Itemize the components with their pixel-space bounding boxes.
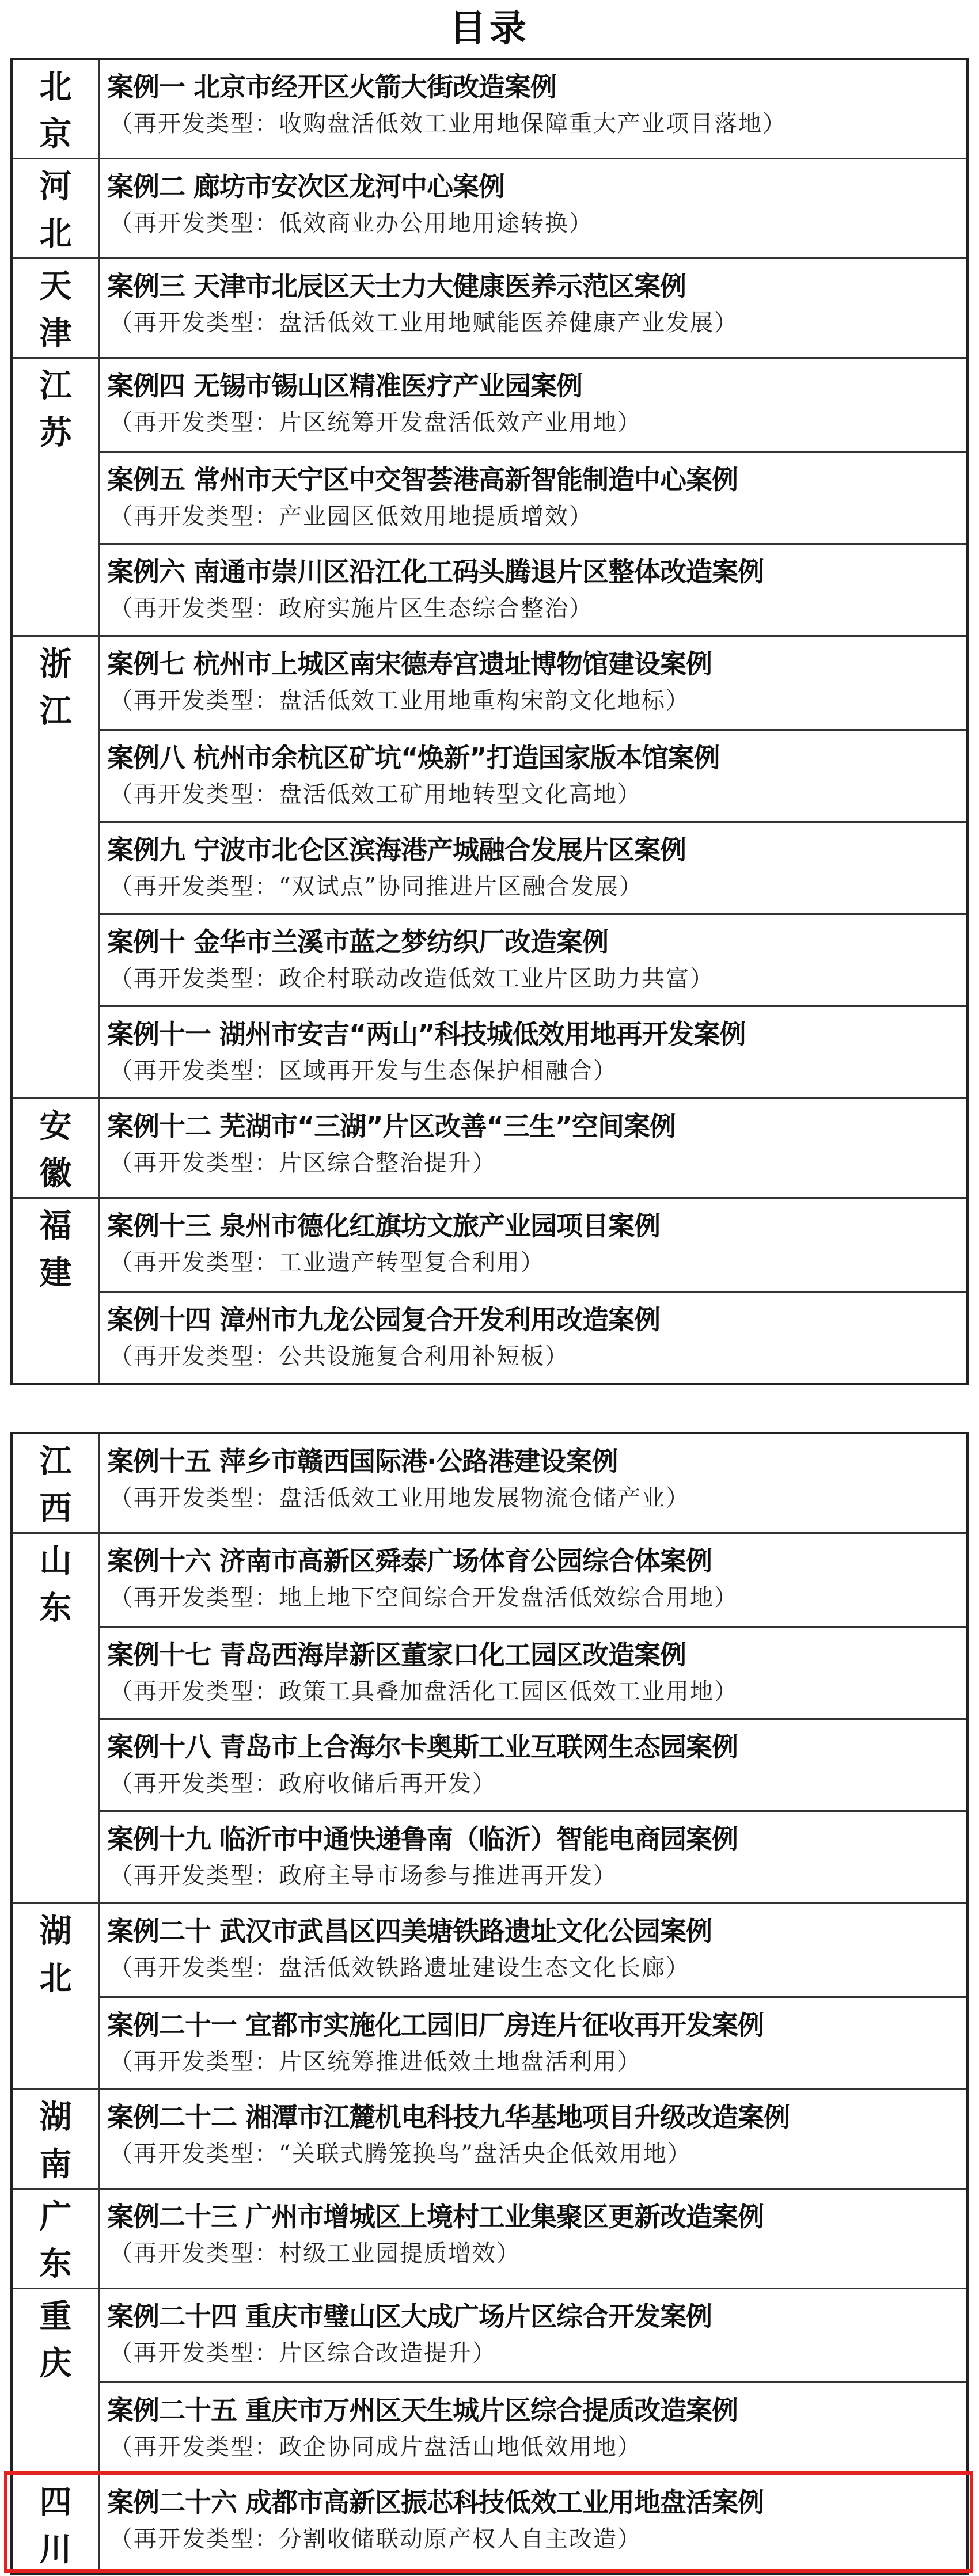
province-char: 徽 xyxy=(39,1154,72,1192)
province-char: 江 xyxy=(39,1442,72,1480)
province-char: 津 xyxy=(39,314,72,352)
case-title[interactable]: 案例十三 泉州市德化红旗坊文旅产业园项目案例 xyxy=(107,1210,661,1241)
case-list xyxy=(100,1199,966,1383)
case-row[interactable] xyxy=(100,60,966,152)
province-cell xyxy=(13,2190,100,2288)
case-title[interactable]: 案例二 廊坊市安次区龙河中心案例 xyxy=(107,171,505,202)
province-group xyxy=(13,1532,966,1902)
case-subtitle: （再开发类型：政府主导市场参与推进再开发） xyxy=(109,1863,617,1889)
case-title[interactable]: 案例十九 临沂市中通快递鲁南（临沂）智能电商园案例 xyxy=(107,1823,738,1855)
catalog-table-part-2 xyxy=(10,1432,969,2575)
province-cell xyxy=(13,637,100,1097)
province-char: 北 xyxy=(39,68,72,106)
case-list xyxy=(100,1434,966,1532)
case-subtitle: （再开发类型：盘活低效工业用地重构宋韵文化地标） xyxy=(109,687,690,714)
case-subtitle: （再开发类型：低效商业办公用地用途转换） xyxy=(109,210,593,237)
case-title[interactable]: 案例九 宁波市北仑区滨海港产城融合发展片区案例 xyxy=(107,834,686,865)
case-subtitle: （再开发类型：盘活低效工业用地发展物流仓储产业） xyxy=(109,1485,690,1511)
case-subtitle: （再开发类型：收购盘活低效工业用地保障重大产业项目落地） xyxy=(109,111,787,137)
case-subtitle: （再开发类型：分割收储联动原产权人自主改造） xyxy=(109,2526,642,2552)
province-group xyxy=(13,2188,966,2288)
case-title[interactable]: 案例二十六 成都市高新区振芯科技低效工业用地盘活案例 xyxy=(107,2487,764,2518)
highlight-box xyxy=(4,2471,973,2573)
case-list xyxy=(100,2289,966,2474)
province-group xyxy=(13,1902,966,2088)
province-group xyxy=(13,1197,966,1383)
case-row[interactable] xyxy=(100,637,966,729)
case-title[interactable]: 案例三 天津市北辰区天士力大健康医养示范区案例 xyxy=(107,271,686,302)
province-group xyxy=(13,257,966,357)
province-char: 浙 xyxy=(39,645,72,683)
province-cell xyxy=(13,2289,100,2474)
case-subtitle: （再开发类型：盘活低效工业用地赋能医养健康产业发展） xyxy=(109,310,738,336)
province-group xyxy=(13,1097,966,1197)
case-list xyxy=(100,259,966,357)
case-row[interactable] xyxy=(100,729,966,821)
province-char: 广 xyxy=(39,2198,72,2236)
case-subtitle: （再开发类型：“关联式腾笼换鸟”盘活央企低效用地） xyxy=(109,2141,692,2167)
province-cell xyxy=(13,1534,100,1902)
case-list xyxy=(100,2090,966,2188)
province-char: 南 xyxy=(39,2145,72,2183)
province-char: 北 xyxy=(39,215,72,253)
case-subtitle: （再开发类型：政府实施片区生态综合整治） xyxy=(109,595,593,622)
province-char: 湖 xyxy=(39,2098,72,2136)
case-row[interactable] xyxy=(100,1434,966,1526)
case-title[interactable]: 案例二十一 宜都市实施化工园旧厂房连片征收再开发案例 xyxy=(107,2009,764,2041)
case-row[interactable] xyxy=(100,359,966,451)
case-subtitle: （再开发类型：地上地下空间综合开发盘活低效综合用地） xyxy=(109,1585,738,1611)
case-row[interactable] xyxy=(100,1199,966,1291)
page-title: 目录 xyxy=(449,7,530,50)
province-char: 庆 xyxy=(39,2345,72,2383)
case-list xyxy=(100,1099,966,1197)
province-cell xyxy=(13,359,100,635)
case-row[interactable] xyxy=(100,259,966,351)
province-char: 天 xyxy=(39,267,72,305)
case-row[interactable] xyxy=(100,1810,966,1902)
case-row[interactable] xyxy=(100,2381,966,2474)
province-cell xyxy=(13,1904,100,2088)
province-char: 川 xyxy=(39,2531,72,2569)
province-group xyxy=(13,2288,966,2474)
province-char: 西 xyxy=(39,1490,72,1528)
case-row[interactable] xyxy=(100,1718,966,1810)
case-subtitle: （再开发类型：盘活低效工矿用地转型文化高地） xyxy=(109,781,642,808)
province-cell xyxy=(13,1199,100,1383)
case-title[interactable]: 案例二十五 重庆市万州区天生城片区综合提质改造案例 xyxy=(107,2395,738,2426)
case-row[interactable] xyxy=(100,1291,966,1383)
case-row[interactable] xyxy=(100,1534,966,1626)
province-cell xyxy=(13,259,100,357)
case-row[interactable] xyxy=(100,1005,966,1097)
province-char: 四 xyxy=(39,2483,72,2521)
case-title[interactable]: 案例二十二 湘潭市江麓机电科技九华基地项目升级改造案例 xyxy=(107,2102,790,2133)
case-title[interactable]: 案例十 金华市兰溪市蓝之梦纺织厂改造案例 xyxy=(107,926,609,958)
catalog-table-part-1 xyxy=(10,58,969,1385)
case-title[interactable]: 案例十七 青岛西海岸新区董家口化工园区改造案例 xyxy=(107,1639,686,1670)
province-char: 重 xyxy=(39,2297,72,2335)
case-row[interactable] xyxy=(100,1904,966,1996)
case-subtitle: （再开发类型：政企村联动改造低效工业片区助力共富） xyxy=(109,966,714,992)
province-cell xyxy=(13,60,100,158)
province-char: 建 xyxy=(39,1254,72,1292)
province-group xyxy=(13,2088,966,2188)
province-char: 江 xyxy=(39,367,72,405)
province-char: 北 xyxy=(39,1959,72,1997)
case-subtitle: （再开发类型：区域再开发与生态保护相融合） xyxy=(109,1058,617,1084)
province-cell xyxy=(13,1434,100,1532)
case-subtitle: （再开发类型：片区统筹开发盘活低效产业用地） xyxy=(109,409,642,436)
province-char: 湖 xyxy=(39,1912,72,1950)
case-row[interactable] xyxy=(100,159,966,252)
case-title[interactable]: 案例十八 青岛市上合海尔卡奥斯工业互联网生态园案例 xyxy=(107,1731,738,1762)
province-char: 苏 xyxy=(39,414,72,452)
case-subtitle: （再开发类型：“双试点”协同推进片区融合发展） xyxy=(109,873,643,900)
case-row[interactable] xyxy=(100,913,966,1005)
case-title[interactable]: 案例五 常州市天宁区中交智荟港高新智能制造中心案例 xyxy=(107,464,738,495)
case-title[interactable]: 案例七 杭州市上城区南宋德寿宫遗址博物馆建设案例 xyxy=(107,648,712,679)
case-title[interactable]: 案例十五 萍乡市赣西国际港·公路港建设案例 xyxy=(107,1446,618,1477)
case-subtitle: （再开发类型：政企协同成片盘活山地低效用地） xyxy=(109,2434,642,2460)
province-cell xyxy=(13,159,100,257)
province-group xyxy=(13,60,966,158)
case-list xyxy=(100,637,966,1097)
case-row[interactable] xyxy=(100,2090,966,2182)
case-row[interactable] xyxy=(100,2289,966,2381)
province-char: 江 xyxy=(39,692,72,730)
case-title[interactable]: 案例一 北京市经开区火箭大街改造案例 xyxy=(107,71,557,102)
case-row[interactable] xyxy=(100,821,966,913)
case-title[interactable]: 案例二十三 广州市增城区上境村工业集聚区更新改造案例 xyxy=(107,2201,764,2232)
province-char: 东 xyxy=(39,2245,72,2283)
province-char: 山 xyxy=(39,1542,72,1580)
case-list xyxy=(100,159,966,257)
case-subtitle: （再开发类型：公共设施复合利用补短板） xyxy=(109,1343,569,1370)
case-subtitle: （再开发类型：政府收储后再开发） xyxy=(109,1770,496,1797)
case-subtitle: （再开发类型：产业园区低效用地提质增效） xyxy=(109,503,593,530)
case-title[interactable]: 案例八 杭州市余杭区矿坑“焕新”打造国家版本馆案例 xyxy=(107,742,720,773)
case-row[interactable] xyxy=(100,543,966,635)
case-subtitle: （再开发类型：片区综合改造提升） xyxy=(109,2340,496,2366)
case-subtitle: （再开发类型：工业遗产转型复合利用） xyxy=(109,1249,545,1276)
case-list xyxy=(100,359,966,635)
case-list xyxy=(100,60,966,158)
case-title[interactable]: 案例十二 芜湖市“三湖”片区改善“三生”空间案例 xyxy=(107,1111,676,1142)
case-row[interactable] xyxy=(100,451,966,543)
province-group xyxy=(13,158,966,257)
case-row[interactable] xyxy=(100,1996,966,2088)
province-group xyxy=(13,357,966,635)
case-title[interactable]: 案例四 无锡市锡山区精准医疗产业园案例 xyxy=(107,370,583,401)
province-cell xyxy=(13,1099,100,1197)
province-char: 河 xyxy=(39,168,72,206)
province-char: 福 xyxy=(39,1207,72,1245)
case-title[interactable]: 案例二十 武汉市武昌区四美塘铁路遗址文化公园案例 xyxy=(107,1916,712,1947)
province-char: 京 xyxy=(39,115,72,153)
case-list xyxy=(100,1534,966,1902)
case-row[interactable] xyxy=(100,1626,966,1718)
province-char: 安 xyxy=(39,1107,72,1145)
case-list xyxy=(100,2190,966,2288)
case-subtitle: （再开发类型：村级工业园提质增效） xyxy=(109,2240,521,2267)
case-row[interactable] xyxy=(100,1099,966,1191)
case-subtitle: （再开发类型：片区统筹推进低效土地盘活利用） xyxy=(109,2049,642,2075)
case-subtitle: （再开发类型：片区综合整治提升） xyxy=(109,1150,496,1176)
case-list xyxy=(100,1904,966,2088)
case-title[interactable]: 案例六 南通市崇川区沿江化工码头腾退片区整体改造案例 xyxy=(107,556,764,587)
case-title[interactable]: 案例二十四 重庆市璧山区大成广场片区综合开发案例 xyxy=(107,2301,712,2332)
case-subtitle: （再开发类型：盘活低效铁路遗址建设生态文化长廊） xyxy=(109,1955,690,1981)
case-title[interactable]: 案例十一 湖州市安吉“两山”科技城低效用地再开发案例 xyxy=(107,1019,746,1050)
case-row[interactable] xyxy=(100,2190,966,2282)
province-group xyxy=(13,1434,966,1532)
province-char: 东 xyxy=(39,1589,72,1627)
case-title[interactable]: 案例十四 漳州市九龙公园复合开发利用改造案例 xyxy=(107,1304,661,1335)
case-title[interactable]: 案例十六 济南市高新区舜泰广场体育公园综合体案例 xyxy=(107,1545,712,1576)
case-subtitle: （再开发类型：政策工具叠加盘活化工园区低效工业用地） xyxy=(109,1678,738,1705)
province-group xyxy=(13,635,966,1097)
province-cell xyxy=(13,2090,100,2188)
